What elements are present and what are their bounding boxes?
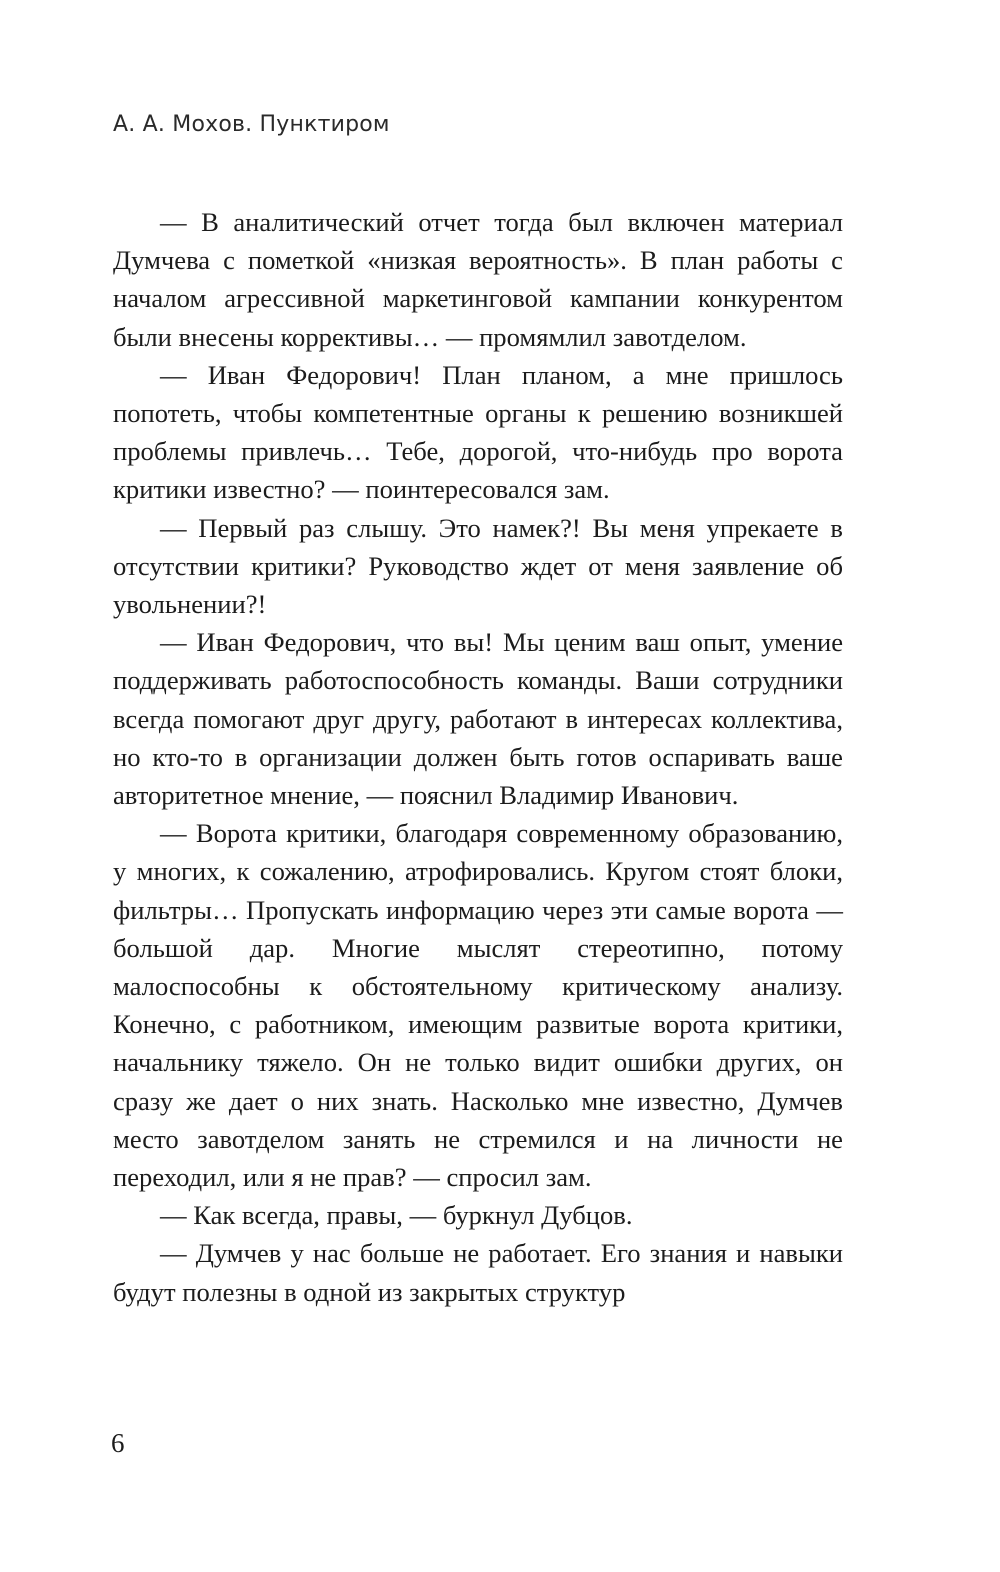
paragraph: — В аналитический отчет тогда был включен материал Думчева с пометкой «низкая вероятность». В план работы с началом агрессивной маркетинговой кампании конкурентом были внесены коррективы… — промямлил завотделом. [113, 207, 843, 352]
paragraph: — Иван Федорович, что вы! Мы ценим ваш опыт, умение поддерживать работоспособность команды. Ваши сотрудники всегда помогают друг другу, работают в интересах коллектива, но кто-то в организации должен быть готов оспаривать ваше авторитетное мнение, — пояснил Владимир Иванович. [113, 627, 843, 811]
running-title: А. А. Мохов. Пунктиром [113, 112, 390, 137]
paragraph: — Думчев у нас больше не работает. Его знания и навыки будут полезны в одной из закрытых структур [113, 1238, 843, 1307]
paragraph: — Ворота критики, благодаря современному образованию, у многих, к сожалению, атрофировались. Кругом стоят блоки, фильтры… Пропускать информацию через эти самые ворота — большой дар. Многие мыслят стереотипно, потому малоспособны к обстоятельному критическому анализу. Конечно, с работником, имеющим развитые ворота критики, начальнику тяжело. Он не только видит ошибки других, он сразу же дает о них знать. Насколько мне известно, Думчев место завотделом занять не стремился и на личности не переходил, или я не прав? — спросил зам. [113, 818, 843, 1193]
body-text [113, 203, 843, 1311]
paragraph: — Иван Федорович! План планом, а мне пришлось попотеть, чтобы компетентные органы к решению возникшей проблемы привлечь… Тебе, дорогой, что-нибудь про ворота критики известно? — поинтересовался зам. [113, 359, 843, 505]
paragraph: — Первый раз слышу. Это намек?! Вы меня упрекаете в отсутствии критики? Руководство ждет от меня заявление об увольнении?! [113, 512, 843, 620]
page-number: 6 [111, 1428, 125, 1458]
paragraph: — Как всегда, правы, — буркнул Дубцов. [160, 1200, 633, 1231]
